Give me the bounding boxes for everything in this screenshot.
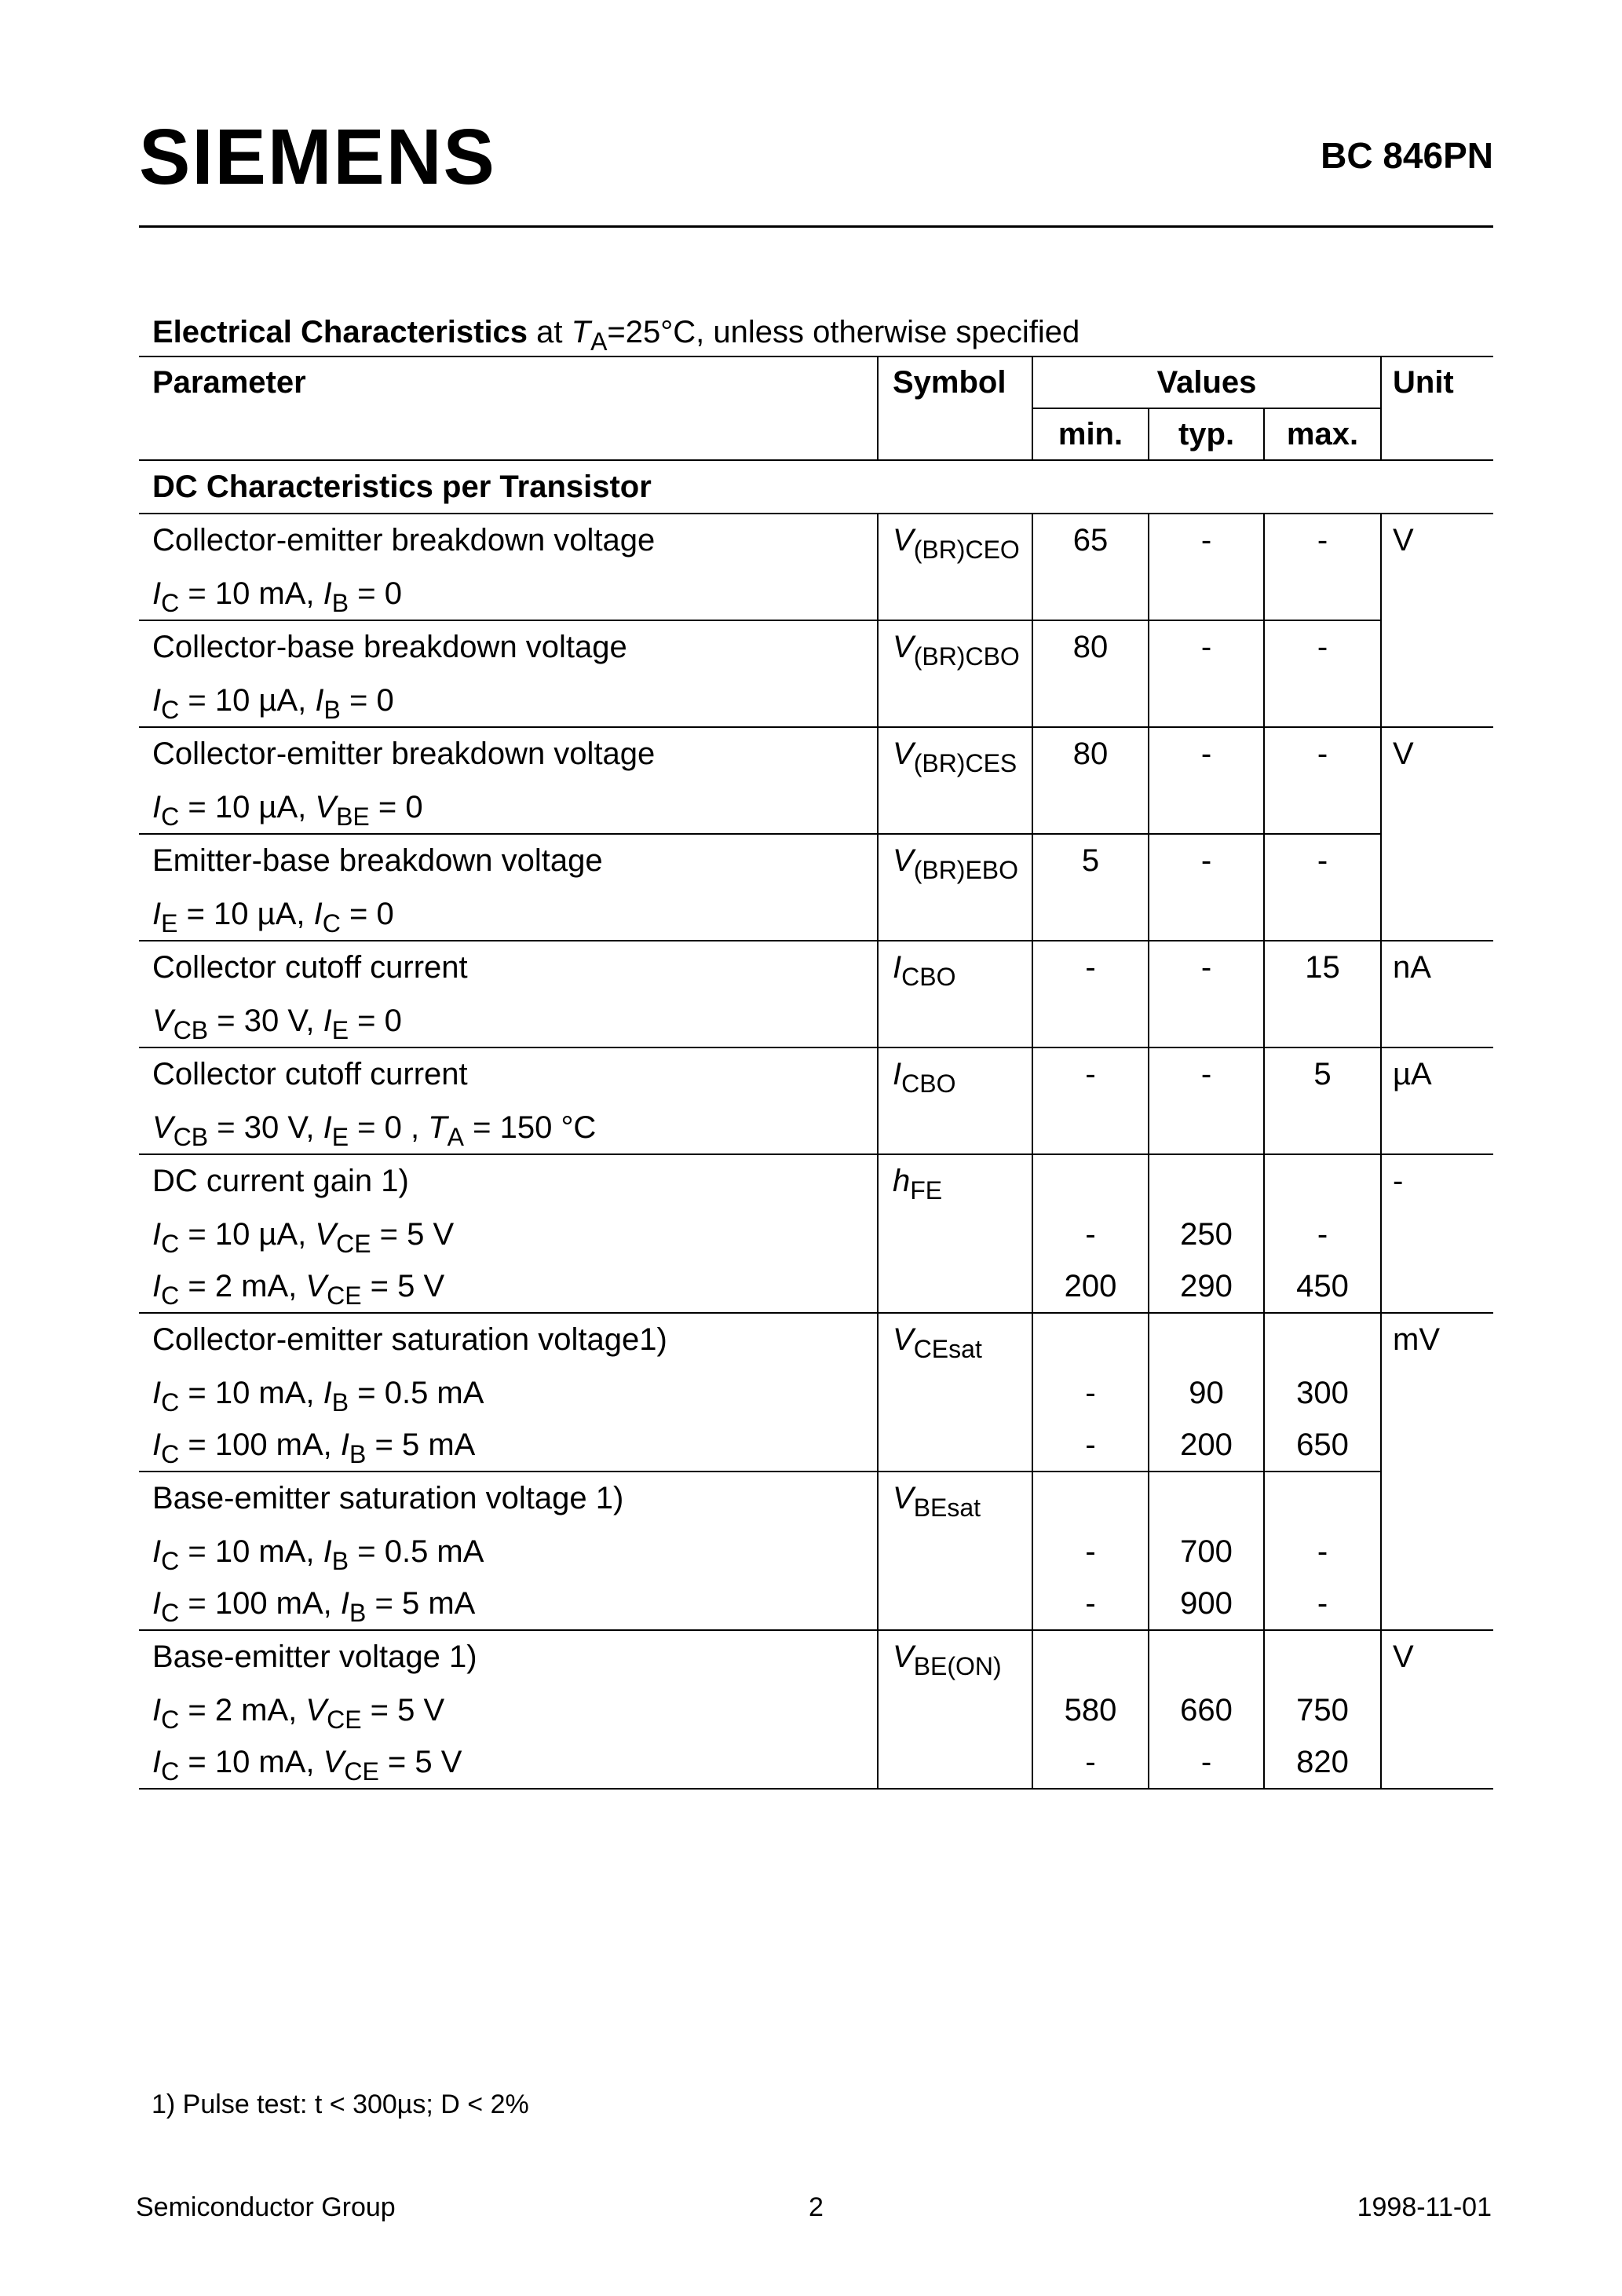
condition-symbol: V <box>152 1110 174 1145</box>
section-row <box>139 460 1493 514</box>
max-value: 820 <box>1296 1745 1349 1779</box>
typ-value: - <box>1200 1745 1212 1779</box>
spacer <box>1265 1472 1380 1526</box>
condition-line <box>152 1102 877 1153</box>
spacer <box>1265 1314 1380 1367</box>
typ-value-cell <box>1149 1047 1264 1154</box>
spacer <box>1265 1631 1380 1684</box>
parameter-cell <box>139 941 878 1047</box>
condition-symbol: T <box>428 1110 448 1145</box>
symbol-letter: V <box>893 1481 914 1515</box>
condition-text: = 10 µA, <box>177 897 314 931</box>
condition-symbol: I <box>323 576 332 611</box>
condition-symbol: I <box>323 1004 332 1038</box>
condition-subscript: CE <box>327 1706 362 1734</box>
condition-text: = 2 mA, <box>179 1269 306 1303</box>
condition-text: = 5 mA <box>366 1428 476 1462</box>
column-header-unit: Unit <box>1381 356 1493 460</box>
condition-text: = 5 mA <box>366 1586 476 1621</box>
max-value-cell <box>1264 941 1381 1047</box>
parameter-name: DC current gain 1) <box>152 1164 409 1198</box>
condition-text: = 30 V, <box>208 1110 323 1145</box>
parameter-cell <box>139 1047 878 1154</box>
condition-text: = 30 V, <box>208 1004 323 1038</box>
typ-value: 90 <box>1189 1376 1224 1410</box>
min-value: 5 <box>1081 843 1100 878</box>
symbol-letter: V <box>893 737 914 771</box>
symbol-cell <box>878 1047 1032 1154</box>
condition-symbol: I <box>315 683 324 718</box>
parameter-cell <box>139 727 878 834</box>
condition-symbol: I <box>152 1534 162 1569</box>
min-value: - <box>1085 1428 1096 1462</box>
condition-subscript: A <box>447 1123 464 1151</box>
symbol <box>893 1155 1032 1208</box>
condition-subscript: B <box>349 1599 367 1627</box>
max-value-cell <box>1264 1472 1381 1630</box>
condition-symbol: I <box>340 1586 350 1621</box>
condition-text: = 10 mA, <box>179 1745 323 1779</box>
condition-text: = 0.5 mA <box>349 1376 484 1410</box>
unit: V <box>1393 1640 1414 1674</box>
parameter-name: Collector cutoff current <box>152 950 468 985</box>
condition-text: = 10 µA, <box>179 683 316 718</box>
parameter-cell <box>139 1154 878 1313</box>
condition-text: = 0 <box>369 790 423 824</box>
typ-value-cell <box>1149 727 1264 834</box>
condition-line <box>152 1578 877 1629</box>
condition-subscript: B <box>331 1547 349 1575</box>
condition-symbol: I <box>152 1586 162 1621</box>
condition-text: = 100 mA, <box>179 1428 341 1462</box>
min-value-cell <box>1032 514 1149 620</box>
symbol <box>893 1631 1032 1684</box>
footer-date: 1998-11-01 <box>1357 2192 1492 2222</box>
symbol-cell <box>878 620 1032 727</box>
condition-text: = 10 mA, <box>179 576 323 611</box>
symbol-subscript: (BR)CEO <box>913 536 1020 564</box>
condition-line <box>152 1208 877 1260</box>
condition-text: = 0 <box>349 1004 402 1038</box>
parameter-cell <box>139 1630 878 1789</box>
symbol <box>893 1314 1032 1367</box>
condition-symbol: I <box>152 897 162 931</box>
symbol-cell <box>878 941 1032 1047</box>
min-value-cell <box>1032 620 1149 727</box>
unit: - <box>1393 1164 1404 1198</box>
condition-subscript: CE <box>336 1230 371 1258</box>
condition-subscript: CB <box>173 1016 209 1044</box>
spacer <box>1033 1314 1148 1367</box>
condition-subscript: E <box>331 1123 349 1151</box>
parameter-name: Collector-base breakdown voltage <box>152 630 627 664</box>
unit: mV <box>1393 1322 1440 1357</box>
unit-cell <box>1381 1047 1493 1154</box>
condition-text: = 5 V <box>371 1217 455 1252</box>
condition-text: = 10 µA, <box>179 1217 316 1252</box>
symbol <box>893 1472 1032 1526</box>
parameter-cell <box>139 514 878 620</box>
header-row <box>139 356 1493 408</box>
column-header-max: max. <box>1264 408 1381 460</box>
condition-symbol: I <box>152 1693 162 1727</box>
unit: V <box>1393 523 1414 558</box>
spacer <box>1149 1472 1263 1526</box>
parameter-name: Collector-emitter breakdown voltage <box>152 737 656 771</box>
typ-value-cell <box>1149 514 1264 620</box>
spec-row <box>139 1472 1493 1630</box>
condition-line <box>152 1736 877 1788</box>
condition-text: = 150 °C <box>464 1110 597 1145</box>
unit-cell <box>1381 1313 1493 1630</box>
typ-value-cell <box>1149 1313 1264 1472</box>
condition-subscript: C <box>161 1547 180 1575</box>
condition-symbol: I <box>152 1428 162 1462</box>
symbol-subscript: CEsat <box>913 1335 982 1363</box>
max-value: - <box>1317 630 1328 664</box>
condition-symbol: I <box>152 576 162 611</box>
condition-subscript: C <box>322 909 341 938</box>
min-value-cell <box>1032 1154 1149 1313</box>
typ-value-cell <box>1149 941 1264 1047</box>
condition-text: = 0 , <box>349 1110 429 1145</box>
spec-row <box>139 1154 1493 1313</box>
max-value-cell <box>1264 727 1381 834</box>
min-value: - <box>1085 1534 1096 1569</box>
condition-symbol: I <box>340 1428 350 1462</box>
typ-value: - <box>1200 843 1212 878</box>
symbol-cell <box>878 834 1032 941</box>
min-value: - <box>1085 1376 1096 1410</box>
condition-subscript: B <box>331 589 349 617</box>
condition-subscript: C <box>161 1281 180 1310</box>
max-value-cell <box>1264 514 1381 620</box>
condition-subscript: CE <box>327 1281 362 1310</box>
unit: nA <box>1393 950 1431 985</box>
condition-text: = 0 <box>340 897 394 931</box>
footnote: 1) Pulse test: t < 300µs; D < 2% <box>152 2089 529 2119</box>
condition-line <box>152 675 877 726</box>
condition-subscript: C <box>161 803 180 831</box>
symbol <box>893 728 1032 781</box>
symbol <box>893 621 1032 675</box>
min-value-cell <box>1032 1313 1149 1472</box>
condition-symbol: I <box>152 1269 162 1303</box>
condition-subscript: B <box>323 696 341 724</box>
condition-subscript: B <box>331 1388 349 1417</box>
typ-value-cell <box>1149 1472 1264 1630</box>
spec-row <box>139 620 1493 727</box>
max-value-cell <box>1264 620 1381 727</box>
min-value-cell <box>1032 1630 1149 1789</box>
condition-subscript: E <box>331 1016 349 1044</box>
condition-symbol: I <box>313 897 323 931</box>
condition-subscript: CE <box>344 1757 379 1786</box>
spacer <box>1033 1155 1148 1208</box>
condition-text: = 100 mA, <box>179 1586 341 1621</box>
max-value: 15 <box>1305 950 1340 985</box>
symbol-letter: V <box>893 523 914 558</box>
condition-subscript: C <box>161 1230 180 1258</box>
spec-row <box>139 1630 1493 1789</box>
condition-symbol: I <box>152 683 162 718</box>
parameter-name: Collector cutoff current <box>152 1057 468 1091</box>
min-value-cell <box>1032 1472 1149 1630</box>
symbol-subscript: BE(ON) <box>913 1652 1002 1680</box>
condition-subscript: CB <box>173 1123 209 1151</box>
condition-symbol: I <box>152 790 162 824</box>
symbol-letter: V <box>893 843 914 878</box>
condition-symbol: I <box>152 1217 162 1252</box>
spec-row <box>139 514 1493 620</box>
condition-text: = 5 V <box>378 1745 462 1779</box>
column-header-min: min. <box>1032 408 1149 460</box>
parameter-name: Collector-emitter saturation voltage1) <box>152 1322 667 1357</box>
header-rule <box>139 225 1493 228</box>
condition-subscript: B <box>349 1440 367 1468</box>
condition-text: = 10 mA, <box>179 1376 323 1410</box>
typ-value: - <box>1200 737 1212 771</box>
condition-subscript: C <box>161 589 180 617</box>
typ-value: 250 <box>1180 1217 1233 1252</box>
condition-text: = 10 mA, <box>179 1534 323 1569</box>
typ-value: 900 <box>1180 1586 1233 1621</box>
symbol-cell <box>878 1472 1032 1630</box>
unit: µA <box>1393 1057 1432 1091</box>
condition-text: = 5 V <box>361 1269 445 1303</box>
parameter-cell <box>139 1313 878 1472</box>
symbol-subscript: (BR)CES <box>913 749 1017 777</box>
parameter-name: Base-emitter voltage 1) <box>152 1640 477 1674</box>
typ-value-cell <box>1149 834 1264 941</box>
symbol <box>893 514 1032 568</box>
spacer <box>1149 1631 1263 1684</box>
typ-value: 700 <box>1180 1534 1233 1569</box>
spacer <box>1033 1472 1148 1526</box>
unit-cell <box>1381 1630 1493 1789</box>
condition-symbol: V <box>315 790 337 824</box>
max-value: - <box>1317 1217 1328 1252</box>
condition-text: = 0 <box>349 576 402 611</box>
max-value: 650 <box>1296 1428 1349 1462</box>
condition-line <box>152 995 877 1047</box>
typ-value: - <box>1200 950 1212 985</box>
symbol-subscript: BEsat <box>913 1493 981 1522</box>
condition-symbol: I <box>323 1376 332 1410</box>
max-value: - <box>1317 843 1328 878</box>
condition-line <box>152 781 877 833</box>
symbol <box>893 941 1032 995</box>
symbol-subscript: CBO <box>901 1069 956 1098</box>
condition-subscript: C <box>161 1599 180 1627</box>
page-number: 2 <box>809 2192 824 2222</box>
condition-text: = 5 V <box>361 1693 445 1727</box>
symbol-cell <box>878 514 1032 620</box>
condition-symbol: I <box>152 1745 162 1779</box>
spec-row <box>139 727 1493 834</box>
table-title: Electrical Characteristics at $T_A=25^\circ C$, unless otherwise specified <box>152 315 1080 356</box>
min-value: 80 <box>1072 737 1109 771</box>
symbol-cell <box>878 1313 1032 1472</box>
min-value-cell <box>1032 1047 1149 1154</box>
spacer <box>1149 1314 1263 1367</box>
condition-text: = 10 µA, <box>179 790 316 824</box>
siemens-logo: SIEMENS <box>139 113 496 201</box>
max-value: 300 <box>1296 1376 1349 1410</box>
min-value: 200 <box>1064 1269 1117 1303</box>
condition-symbol: V <box>323 1745 345 1779</box>
max-value-cell <box>1264 834 1381 941</box>
symbol-letter: h <box>893 1164 911 1198</box>
spacer <box>1033 1631 1148 1684</box>
spec-row <box>139 1047 1493 1154</box>
condition-text: = 0.5 mA <box>349 1534 484 1569</box>
typ-value-cell <box>1149 620 1264 727</box>
symbol-cell <box>878 1154 1032 1313</box>
parameter-name: Emitter-base breakdown voltage <box>152 843 603 878</box>
typ-value: - <box>1200 523 1212 558</box>
max-value-cell <box>1264 1047 1381 1154</box>
symbol-subscript: (BR)CBO <box>913 642 1020 671</box>
symbol-letter: V <box>893 630 914 664</box>
spacer <box>1265 1155 1380 1208</box>
section-title: DC Characteristics per Transistor <box>139 460 1493 514</box>
condition-subscript: C <box>161 1757 180 1786</box>
parameter-cell <box>139 1472 878 1630</box>
electrical-characteristics-table <box>139 356 1493 1790</box>
symbol-letter: I <box>893 950 902 985</box>
min-value-cell <box>1032 941 1149 1047</box>
condition-line <box>152 1684 877 1736</box>
condition-symbol: V <box>152 1004 174 1038</box>
condition-subscript: E <box>161 909 178 938</box>
symbol-cell <box>878 1630 1032 1789</box>
min-value: - <box>1085 1057 1096 1091</box>
max-value-cell <box>1264 1630 1381 1789</box>
min-value: - <box>1085 1586 1096 1621</box>
spec-row <box>139 834 1493 941</box>
typ-value-cell <box>1149 1630 1264 1789</box>
spacer <box>1149 1155 1263 1208</box>
condition-line <box>152 1367 877 1419</box>
max-value: - <box>1317 1534 1328 1569</box>
min-value: 80 <box>1072 630 1109 664</box>
min-value: - <box>1085 1745 1096 1779</box>
condition-text: = 2 mA, <box>179 1693 306 1727</box>
symbol-letter: V <box>893 1640 914 1674</box>
column-header-parameter: Parameter <box>139 356 878 460</box>
condition-line <box>152 888 877 940</box>
condition-line <box>152 568 877 620</box>
symbol-letter: V <box>893 1322 914 1357</box>
condition-line <box>152 1526 877 1578</box>
spec-row <box>139 1313 1493 1472</box>
condition-subscript: C <box>161 696 180 724</box>
max-value: 750 <box>1296 1693 1349 1727</box>
condition-subscript: C <box>161 1388 180 1417</box>
parameter-name: Base-emitter saturation voltage 1) <box>152 1481 624 1515</box>
max-value: 5 <box>1313 1057 1332 1091</box>
condition-symbol: I <box>323 1534 332 1569</box>
condition-symbol: V <box>315 1217 337 1252</box>
unit-cell <box>1381 727 1493 941</box>
column-header-values: Values <box>1032 356 1381 408</box>
symbol <box>893 1048 1032 1102</box>
part-number: BC 846PN <box>1321 135 1493 176</box>
parameter-cell <box>139 834 878 941</box>
typ-value: 200 <box>1180 1428 1233 1462</box>
min-value: - <box>1085 1217 1096 1252</box>
min-value: 65 <box>1072 523 1109 558</box>
footer-left: Semiconductor Group <box>136 2192 396 2222</box>
max-value-cell <box>1264 1154 1381 1313</box>
condition-symbol: I <box>152 1376 162 1410</box>
max-value: 450 <box>1296 1269 1349 1303</box>
typ-value-cell <box>1149 1154 1264 1313</box>
max-value: - <box>1317 737 1328 771</box>
condition-symbol: V <box>305 1269 327 1303</box>
min-value: - <box>1085 950 1096 985</box>
column-header-typ: typ. <box>1149 408 1264 460</box>
parameter-cell <box>139 620 878 727</box>
min-value-cell <box>1032 834 1149 941</box>
condition-line <box>152 1260 877 1312</box>
unit-cell <box>1381 514 1493 727</box>
min-value: 580 <box>1064 1693 1117 1727</box>
condition-text: = 0 <box>340 683 394 718</box>
symbol-letter: I <box>893 1057 902 1091</box>
condition-line <box>152 1419 877 1471</box>
max-value: - <box>1317 523 1328 558</box>
max-value-cell <box>1264 1313 1381 1472</box>
condition-subscript: BE <box>336 803 370 831</box>
condition-symbol: V <box>305 1693 327 1727</box>
spec-row <box>139 941 1493 1047</box>
max-value: - <box>1317 1586 1328 1621</box>
parameter-name: Collector-emitter breakdown voltage <box>152 523 656 558</box>
column-header-symbol: Symbol <box>878 356 1032 460</box>
symbol <box>893 835 1032 888</box>
min-value-cell <box>1032 727 1149 834</box>
typ-value: - <box>1200 630 1212 664</box>
unit-cell <box>1381 1154 1493 1313</box>
typ-value: - <box>1200 1057 1212 1091</box>
symbol-subscript: FE <box>910 1176 943 1205</box>
unit: V <box>1393 737 1414 771</box>
symbol-subscript: CBO <box>901 963 956 991</box>
typ-value: 290 <box>1180 1269 1233 1303</box>
symbol-cell <box>878 727 1032 834</box>
symbol-subscript: (BR)EBO <box>913 856 1019 884</box>
typ-value: 660 <box>1180 1693 1233 1727</box>
unit-cell <box>1381 941 1493 1047</box>
condition-subscript: C <box>161 1706 180 1734</box>
condition-symbol: I <box>323 1110 332 1145</box>
condition-subscript: C <box>161 1440 180 1468</box>
